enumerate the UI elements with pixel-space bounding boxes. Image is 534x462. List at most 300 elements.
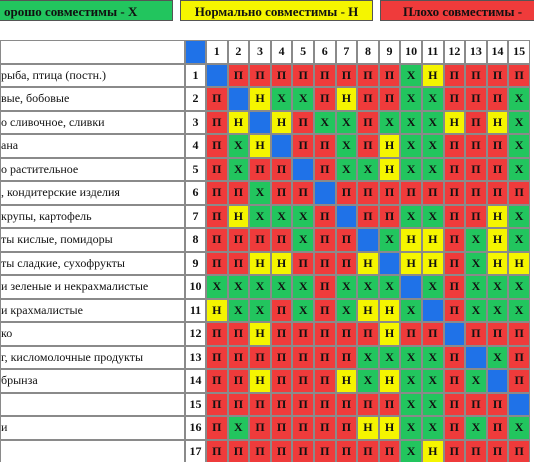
compat-cell: П xyxy=(508,440,530,462)
compat-cell: П xyxy=(357,440,379,462)
compat-cell: П xyxy=(271,158,293,182)
compat-cell: П xyxy=(487,393,509,417)
compat-cell: П xyxy=(508,181,530,205)
compat-cell: П xyxy=(314,440,336,462)
compat-cell: Х xyxy=(379,111,401,135)
compat-cell: П xyxy=(465,158,487,182)
compat-cell: Х xyxy=(292,87,314,111)
legend-bad: Плохо совместимы - xyxy=(380,0,534,21)
compat-cell: П xyxy=(206,158,228,182)
diagonal-cell xyxy=(465,346,487,370)
compat-cell: Х xyxy=(422,416,444,440)
product-name: ты сладкие, сухофрукты xyxy=(0,252,185,276)
compat-cell: Х xyxy=(292,228,314,252)
column-header: 6 xyxy=(314,40,336,64)
compat-cell: П xyxy=(271,393,293,417)
compat-cell: Н xyxy=(271,111,293,135)
row-number: 16 xyxy=(185,416,206,440)
product-name xyxy=(0,440,185,462)
compat-cell: П xyxy=(314,134,336,158)
compat-cell: П xyxy=(249,228,271,252)
compat-cell: П xyxy=(314,299,336,323)
compat-cell: Х xyxy=(508,158,530,182)
compat-cell: П xyxy=(336,393,358,417)
compat-cell: П xyxy=(379,181,401,205)
compat-cell: Н xyxy=(487,252,509,276)
compat-cell: П xyxy=(357,134,379,158)
legend-normal: Нормально совместимы - Н xyxy=(180,0,373,21)
product-name: ана xyxy=(0,134,185,158)
compat-cell: Х xyxy=(379,275,401,299)
table-row xyxy=(0,181,530,205)
table-row xyxy=(0,205,530,229)
compat-cell: П xyxy=(422,322,444,346)
compat-cell: П xyxy=(249,440,271,462)
compat-cell: П xyxy=(487,158,509,182)
column-header: 15 xyxy=(508,40,530,64)
compat-cell: Х xyxy=(465,299,487,323)
compat-cell: П xyxy=(487,322,509,346)
compat-cell: П xyxy=(465,181,487,205)
compat-cell: П xyxy=(271,228,293,252)
product-name: брынза xyxy=(0,369,185,393)
compat-cell: Н xyxy=(422,440,444,462)
column-header: 2 xyxy=(228,40,250,64)
compat-cell: П xyxy=(379,64,401,88)
compat-cell: Х xyxy=(314,111,336,135)
compat-cell: П xyxy=(249,416,271,440)
diagonal-cell xyxy=(336,205,358,229)
compat-cell: Х xyxy=(357,275,379,299)
compat-cell: П xyxy=(271,322,293,346)
compat-cell: Н xyxy=(400,252,422,276)
compat-cell: П xyxy=(465,64,487,88)
compat-cell: Х xyxy=(271,205,293,229)
compat-cell: П xyxy=(357,87,379,111)
row-number: 3 xyxy=(185,111,206,135)
compat-cell: Х xyxy=(400,64,422,88)
compat-cell: Х xyxy=(465,252,487,276)
compat-cell: П xyxy=(314,416,336,440)
compat-cell: П xyxy=(379,205,401,229)
compat-cell: Х xyxy=(400,158,422,182)
column-header: 1 xyxy=(206,40,228,64)
compat-cell: П xyxy=(271,346,293,370)
compat-cell: Х xyxy=(228,158,250,182)
compat-cell: П xyxy=(465,393,487,417)
compat-cell: Х xyxy=(422,369,444,393)
compat-cell: П xyxy=(465,322,487,346)
compat-cell: П xyxy=(314,346,336,370)
diagonal-cell xyxy=(444,322,466,346)
compat-cell: Н xyxy=(336,369,358,393)
compat-cell: Х xyxy=(400,369,422,393)
compat-cell: П xyxy=(465,134,487,158)
compat-cell: П xyxy=(444,64,466,88)
compat-cell: П xyxy=(206,228,228,252)
table-row xyxy=(0,393,530,417)
product-name: ты кислые, помидоры xyxy=(0,228,185,252)
compat-cell: Н xyxy=(379,322,401,346)
compat-cell: П xyxy=(336,346,358,370)
compat-cell: Х xyxy=(336,134,358,158)
compat-cell: П xyxy=(336,440,358,462)
compat-cell: Х xyxy=(422,158,444,182)
product-name: ко xyxy=(0,322,185,346)
compat-cell: Х xyxy=(292,275,314,299)
compat-cell: П xyxy=(508,322,530,346)
compat-cell: П xyxy=(487,181,509,205)
compat-cell: Х xyxy=(400,299,422,323)
row-number: 12 xyxy=(185,322,206,346)
column-header: 12 xyxy=(444,40,466,64)
compat-cell: Х xyxy=(249,275,271,299)
compat-cell: Х xyxy=(465,228,487,252)
compat-cell: П xyxy=(357,322,379,346)
column-header: 3 xyxy=(249,40,271,64)
compat-cell: П xyxy=(336,228,358,252)
compat-cell: П xyxy=(271,64,293,88)
compat-cell: Х xyxy=(487,346,509,370)
compat-cell: П xyxy=(379,393,401,417)
compat-cell: П xyxy=(357,111,379,135)
compat-cell: П xyxy=(487,416,509,440)
table-row xyxy=(0,440,530,462)
product-name: и крахмалистые xyxy=(0,299,185,323)
compat-cell: Н xyxy=(206,299,228,323)
compat-cell: П xyxy=(465,205,487,229)
row-number: 7 xyxy=(185,205,206,229)
compat-cell: П xyxy=(444,416,466,440)
compat-cell: П xyxy=(336,322,358,346)
compat-cell: Х xyxy=(357,346,379,370)
compat-cell: Н xyxy=(249,369,271,393)
compat-cell: П xyxy=(508,346,530,370)
compat-cell: Н xyxy=(422,228,444,252)
table-row xyxy=(0,346,530,370)
compat-cell: П xyxy=(271,416,293,440)
compat-cell: П xyxy=(444,369,466,393)
compat-cell: Н xyxy=(228,205,250,229)
compat-cell: Х xyxy=(422,275,444,299)
compat-cell: П xyxy=(444,205,466,229)
compat-cell: П xyxy=(465,440,487,462)
compat-cell: Х xyxy=(336,275,358,299)
compat-cell: П xyxy=(206,369,228,393)
compat-cell: П xyxy=(444,252,466,276)
compat-cell: П xyxy=(249,158,271,182)
compat-cell: Н xyxy=(379,416,401,440)
compat-cell: Х xyxy=(422,134,444,158)
row-number: 11 xyxy=(185,299,206,323)
diagonal-cell xyxy=(228,87,250,111)
compat-cell: П xyxy=(228,64,250,88)
compat-cell: Х xyxy=(271,275,293,299)
compat-cell: П xyxy=(357,64,379,88)
compat-cell: Х xyxy=(400,205,422,229)
compat-cell: П xyxy=(292,440,314,462)
compat-cell: Х xyxy=(206,275,228,299)
column-header: 10 xyxy=(400,40,422,64)
compat-cell: П xyxy=(400,322,422,346)
compat-cell: П xyxy=(314,369,336,393)
compat-cell: Х xyxy=(292,205,314,229)
compat-cell: Х xyxy=(228,299,250,323)
compat-cell: Х xyxy=(379,228,401,252)
compat-cell: П xyxy=(206,87,228,111)
compat-cell: П xyxy=(444,299,466,323)
compat-cell: П xyxy=(444,158,466,182)
compat-cell: П xyxy=(336,181,358,205)
compat-cell: Н xyxy=(379,299,401,323)
column-header: 14 xyxy=(487,40,509,64)
compat-cell: П xyxy=(314,87,336,111)
compat-cell: П xyxy=(379,87,401,111)
compat-cell: Н xyxy=(487,111,509,135)
compat-cell: П xyxy=(357,181,379,205)
compat-cell: Н xyxy=(249,322,271,346)
compat-cell: П xyxy=(292,416,314,440)
compat-cell: П xyxy=(206,416,228,440)
corner-cell xyxy=(185,40,206,64)
compat-cell: Х xyxy=(422,205,444,229)
product-name: о растительное xyxy=(0,158,185,182)
table-row xyxy=(0,369,530,393)
compat-cell: П xyxy=(487,87,509,111)
table-body xyxy=(0,64,530,462)
legend-bar xyxy=(0,0,534,22)
compat-cell: П xyxy=(379,440,401,462)
compat-cell: П xyxy=(314,275,336,299)
compat-cell: П xyxy=(206,111,228,135)
compat-cell: Н xyxy=(357,299,379,323)
compat-cell: П xyxy=(508,64,530,88)
compat-cell: Х xyxy=(228,275,250,299)
compat-cell: Н xyxy=(357,252,379,276)
compat-cell: Н xyxy=(357,416,379,440)
compat-cell: Х xyxy=(422,393,444,417)
column-header: 4 xyxy=(271,40,293,64)
compat-cell: Х xyxy=(487,275,509,299)
compat-cell: П xyxy=(271,181,293,205)
compat-cell: П xyxy=(336,416,358,440)
compat-cell: Х xyxy=(508,299,530,323)
compat-cell: П xyxy=(314,252,336,276)
column-header: 13 xyxy=(465,40,487,64)
compat-cell: Х xyxy=(357,369,379,393)
compat-cell: П xyxy=(228,181,250,205)
row-number: 13 xyxy=(185,346,206,370)
compat-cell: П xyxy=(228,440,250,462)
compat-cell: Х xyxy=(508,134,530,158)
column-header: 7 xyxy=(336,40,358,64)
compat-cell: П xyxy=(444,346,466,370)
diagonal-cell xyxy=(357,228,379,252)
compat-cell: Х xyxy=(336,111,358,135)
row-number: 14 xyxy=(185,369,206,393)
table-row xyxy=(0,275,530,299)
compat-cell: Х xyxy=(400,346,422,370)
compat-cell: П xyxy=(314,158,336,182)
compat-cell: П xyxy=(444,275,466,299)
compat-cell: Н xyxy=(379,158,401,182)
compat-cell: П xyxy=(292,322,314,346)
table-row xyxy=(0,299,530,323)
row-number: 17 xyxy=(185,440,206,462)
compat-cell: П xyxy=(206,205,228,229)
compat-cell: Н xyxy=(249,134,271,158)
compat-cell: Х xyxy=(249,205,271,229)
product-name: и зеленые и некрахмалистые xyxy=(0,275,185,299)
compat-cell: Х xyxy=(357,158,379,182)
compat-cell: П xyxy=(249,393,271,417)
product-name: вые, бобовые xyxy=(0,87,185,111)
table-row xyxy=(0,111,530,135)
table-row xyxy=(0,134,530,158)
compat-cell: Н xyxy=(271,252,293,276)
compat-cell: Х xyxy=(271,87,293,111)
compat-cell: Х xyxy=(228,134,250,158)
compat-cell: Х xyxy=(465,275,487,299)
compat-cell: П xyxy=(292,369,314,393)
compat-cell: П xyxy=(206,134,228,158)
header-row xyxy=(0,40,530,64)
table-row xyxy=(0,322,530,346)
compat-cell: Х xyxy=(508,416,530,440)
compat-cell: П xyxy=(400,181,422,205)
row-number: 2 xyxy=(185,87,206,111)
compat-cell: П xyxy=(271,440,293,462)
compat-cell: Х xyxy=(400,416,422,440)
compat-cell: П xyxy=(336,252,358,276)
compat-cell: П xyxy=(292,111,314,135)
compat-cell: Х xyxy=(508,205,530,229)
legend-good: орошо совместимы - Х xyxy=(0,0,173,21)
compat-cell: Х xyxy=(379,346,401,370)
compatibility-table xyxy=(0,40,530,462)
table-row xyxy=(0,228,530,252)
product-name: г, кисломолочные продукты xyxy=(0,346,185,370)
compat-cell: П xyxy=(206,346,228,370)
compat-cell: Н xyxy=(487,205,509,229)
compat-cell: Х xyxy=(508,111,530,135)
compat-cell: П xyxy=(508,369,530,393)
column-header: 5 xyxy=(292,40,314,64)
table-row xyxy=(0,64,530,88)
table-row xyxy=(0,252,530,276)
product-name: крупы, картофель xyxy=(0,205,185,229)
column-header: 9 xyxy=(379,40,401,64)
compat-cell: Х xyxy=(228,416,250,440)
compat-cell: П xyxy=(228,393,250,417)
compat-cell: П xyxy=(249,64,271,88)
compat-cell: П xyxy=(292,346,314,370)
row-number: 4 xyxy=(185,134,206,158)
compat-cell: П xyxy=(487,134,509,158)
compat-cell: П xyxy=(292,134,314,158)
compat-cell: П xyxy=(228,228,250,252)
compat-cell: Н xyxy=(379,134,401,158)
compat-cell: Х xyxy=(400,87,422,111)
column-header: 8 xyxy=(357,40,379,64)
row-number: 15 xyxy=(185,393,206,417)
compat-cell: П xyxy=(444,87,466,111)
compat-cell: П xyxy=(465,111,487,135)
compat-cell: Н xyxy=(249,87,271,111)
compat-cell: Х xyxy=(336,299,358,323)
diagonal-cell xyxy=(379,252,401,276)
compat-cell: П xyxy=(228,322,250,346)
compat-cell: Н xyxy=(422,64,444,88)
compat-cell: Х xyxy=(465,369,487,393)
table-row xyxy=(0,416,530,440)
diagonal-cell xyxy=(422,299,444,323)
row-number: 5 xyxy=(185,158,206,182)
column-header: 11 xyxy=(422,40,444,64)
compat-cell: П xyxy=(249,346,271,370)
row-number: 10 xyxy=(185,275,206,299)
row-number: 1 xyxy=(185,64,206,88)
compat-cell: Н xyxy=(228,111,250,135)
product-name: о сливочное, сливки xyxy=(0,111,185,135)
compat-cell: П xyxy=(206,181,228,205)
compat-cell: Н xyxy=(508,252,530,276)
compat-cell: Х xyxy=(422,111,444,135)
diagonal-cell xyxy=(249,111,271,135)
compat-cell: П xyxy=(228,346,250,370)
compat-cell: П xyxy=(206,440,228,462)
compat-cell: П xyxy=(444,134,466,158)
compat-cell: Х xyxy=(508,228,530,252)
compat-cell: Х xyxy=(508,275,530,299)
diagonal-cell xyxy=(292,158,314,182)
compat-cell: П xyxy=(357,205,379,229)
table-row xyxy=(0,158,530,182)
compat-cell: Х xyxy=(400,111,422,135)
compat-cell: Н xyxy=(487,228,509,252)
compat-cell: П xyxy=(292,181,314,205)
compat-cell: Х xyxy=(465,416,487,440)
diagonal-cell xyxy=(271,134,293,158)
diagonal-cell xyxy=(508,393,530,417)
diagonal-cell xyxy=(206,64,228,88)
compat-cell: П xyxy=(206,393,228,417)
compat-cell: Х xyxy=(336,158,358,182)
compat-cell: П xyxy=(314,64,336,88)
compat-cell: Х xyxy=(400,440,422,462)
compat-cell: Н xyxy=(336,87,358,111)
compat-cell: П xyxy=(336,64,358,88)
compat-cell: П xyxy=(444,393,466,417)
compat-cell: Н xyxy=(422,252,444,276)
row-number: 9 xyxy=(185,252,206,276)
compat-cell: П xyxy=(444,228,466,252)
product-name: и xyxy=(0,416,185,440)
compat-cell: П xyxy=(292,64,314,88)
table-row xyxy=(0,87,530,111)
diagonal-cell xyxy=(487,369,509,393)
compat-cell: П xyxy=(487,64,509,88)
compat-cell: Н xyxy=(379,369,401,393)
compat-cell: Х xyxy=(508,87,530,111)
diagonal-cell xyxy=(400,275,422,299)
compat-cell: П xyxy=(228,252,250,276)
product-name: рыба, птица (постн.) xyxy=(0,64,185,88)
compat-cell: Х xyxy=(249,299,271,323)
compat-cell: Н xyxy=(444,111,466,135)
compat-cell: П xyxy=(465,87,487,111)
compat-cell: П xyxy=(228,369,250,393)
